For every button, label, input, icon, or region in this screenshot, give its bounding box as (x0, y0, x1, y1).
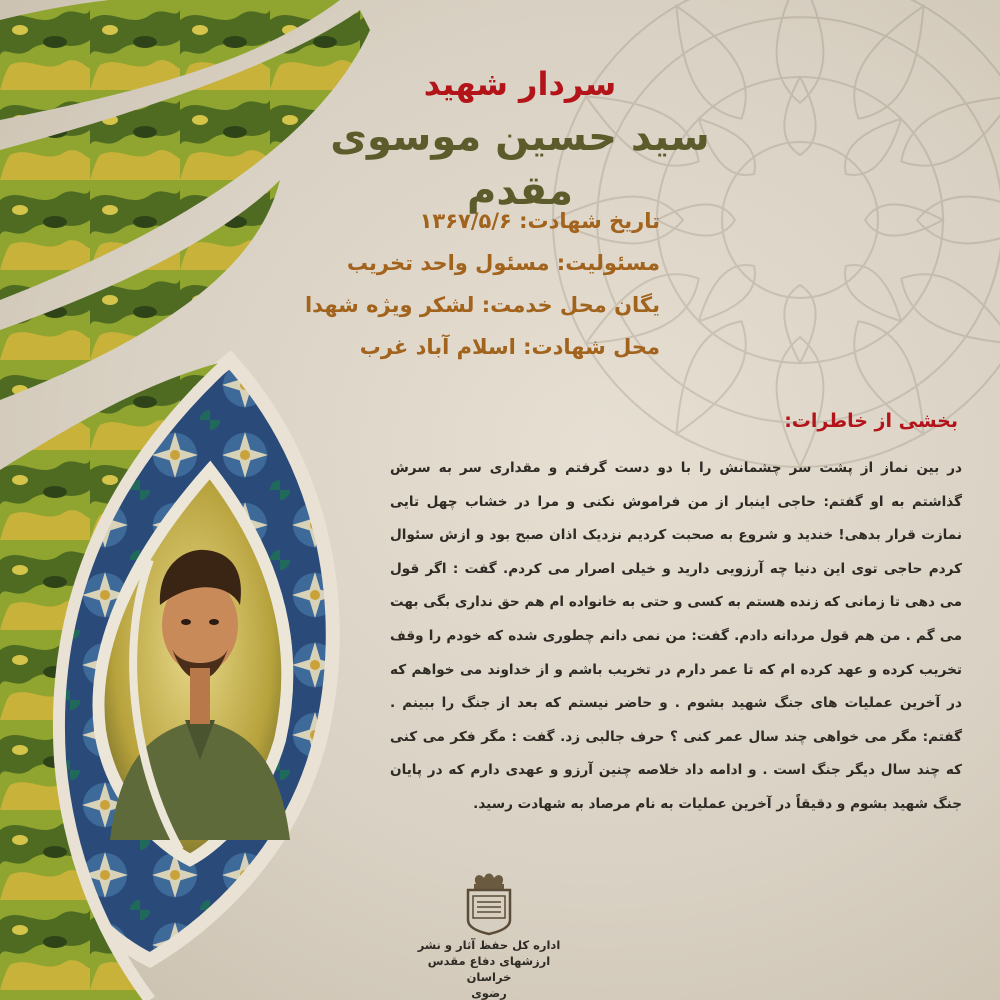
memoir-heading: بخشی از خاطرات: (784, 410, 958, 432)
organization-name (404, 937, 574, 1000)
service-unit: یگان محل خدمت: لشکر ویژه شهدا (304, 293, 660, 317)
martyrdom-date: تاریخ شهادت: ۱۳۶۷/۵/۶ (419, 209, 660, 233)
organization-emblem-icon (458, 870, 520, 936)
subtitle: سردار شهید (423, 65, 617, 103)
org-line-3: رضوی (471, 986, 507, 1000)
responsibility: مسئولیت: مسئول واحد تخریب (346, 251, 660, 275)
martyrdom-place: محل شهادت: اسلام آباد غرب (359, 335, 660, 359)
memoir-text: در بین نماز از پشت سر چشمانش را با دو دست گرفتم و مقداری سر به سرش گذاشتم به او گفتم: حاجی اینبار از من فراموش نکنی و مرا در خشاب چهل تایی نمازت قرار بدهی! خندید و شروع به صحبت کردیم نزدیک اذان صبح بود و ازش سئوال کردم حاجی توی این دنیا چه آرزویی دارید و خیلی اصرار می کردم. گفت : اگر قول می دهی تا زمانی که زنده هستم به کسی و حتی به خانواده ام هم حق نداری بگی بهت می گم . من هم قول مردانه دادم. گفت: من نمی دانم چطوری شده که خودم را وقف تخریب کرده و عهد کرده ام که تا عمر دارم در تخریب باشم و از خداوند می خواهم که در آخرین عملیات های جنگ شهید بشوم . و حاضر نیستم که بعد از جنگ را ببینم . گفتم: مگر می خواهی چند سال عمر کنی ؟ حرف جالبی زد. گفت : مگر فکر می کنی که چند سال دیگر جنگ است . و ادامه داد خلاصه چنین آرزو و عهدی دارم که در پایان جنگ شهید بشوم و دقیقاً در آخرین عملیات به نام مرصاد به شهادت رسید. (390, 460, 962, 812)
org-line-1: اداره کل حفظ آثار و نشر (417, 938, 561, 952)
martyr-name: سید حسین موسوی مقدم (330, 114, 710, 214)
header (330, 62, 710, 218)
info-block (300, 200, 660, 368)
org-line-2: ارزشهای دفاع مقدس خراسان (427, 954, 551, 984)
